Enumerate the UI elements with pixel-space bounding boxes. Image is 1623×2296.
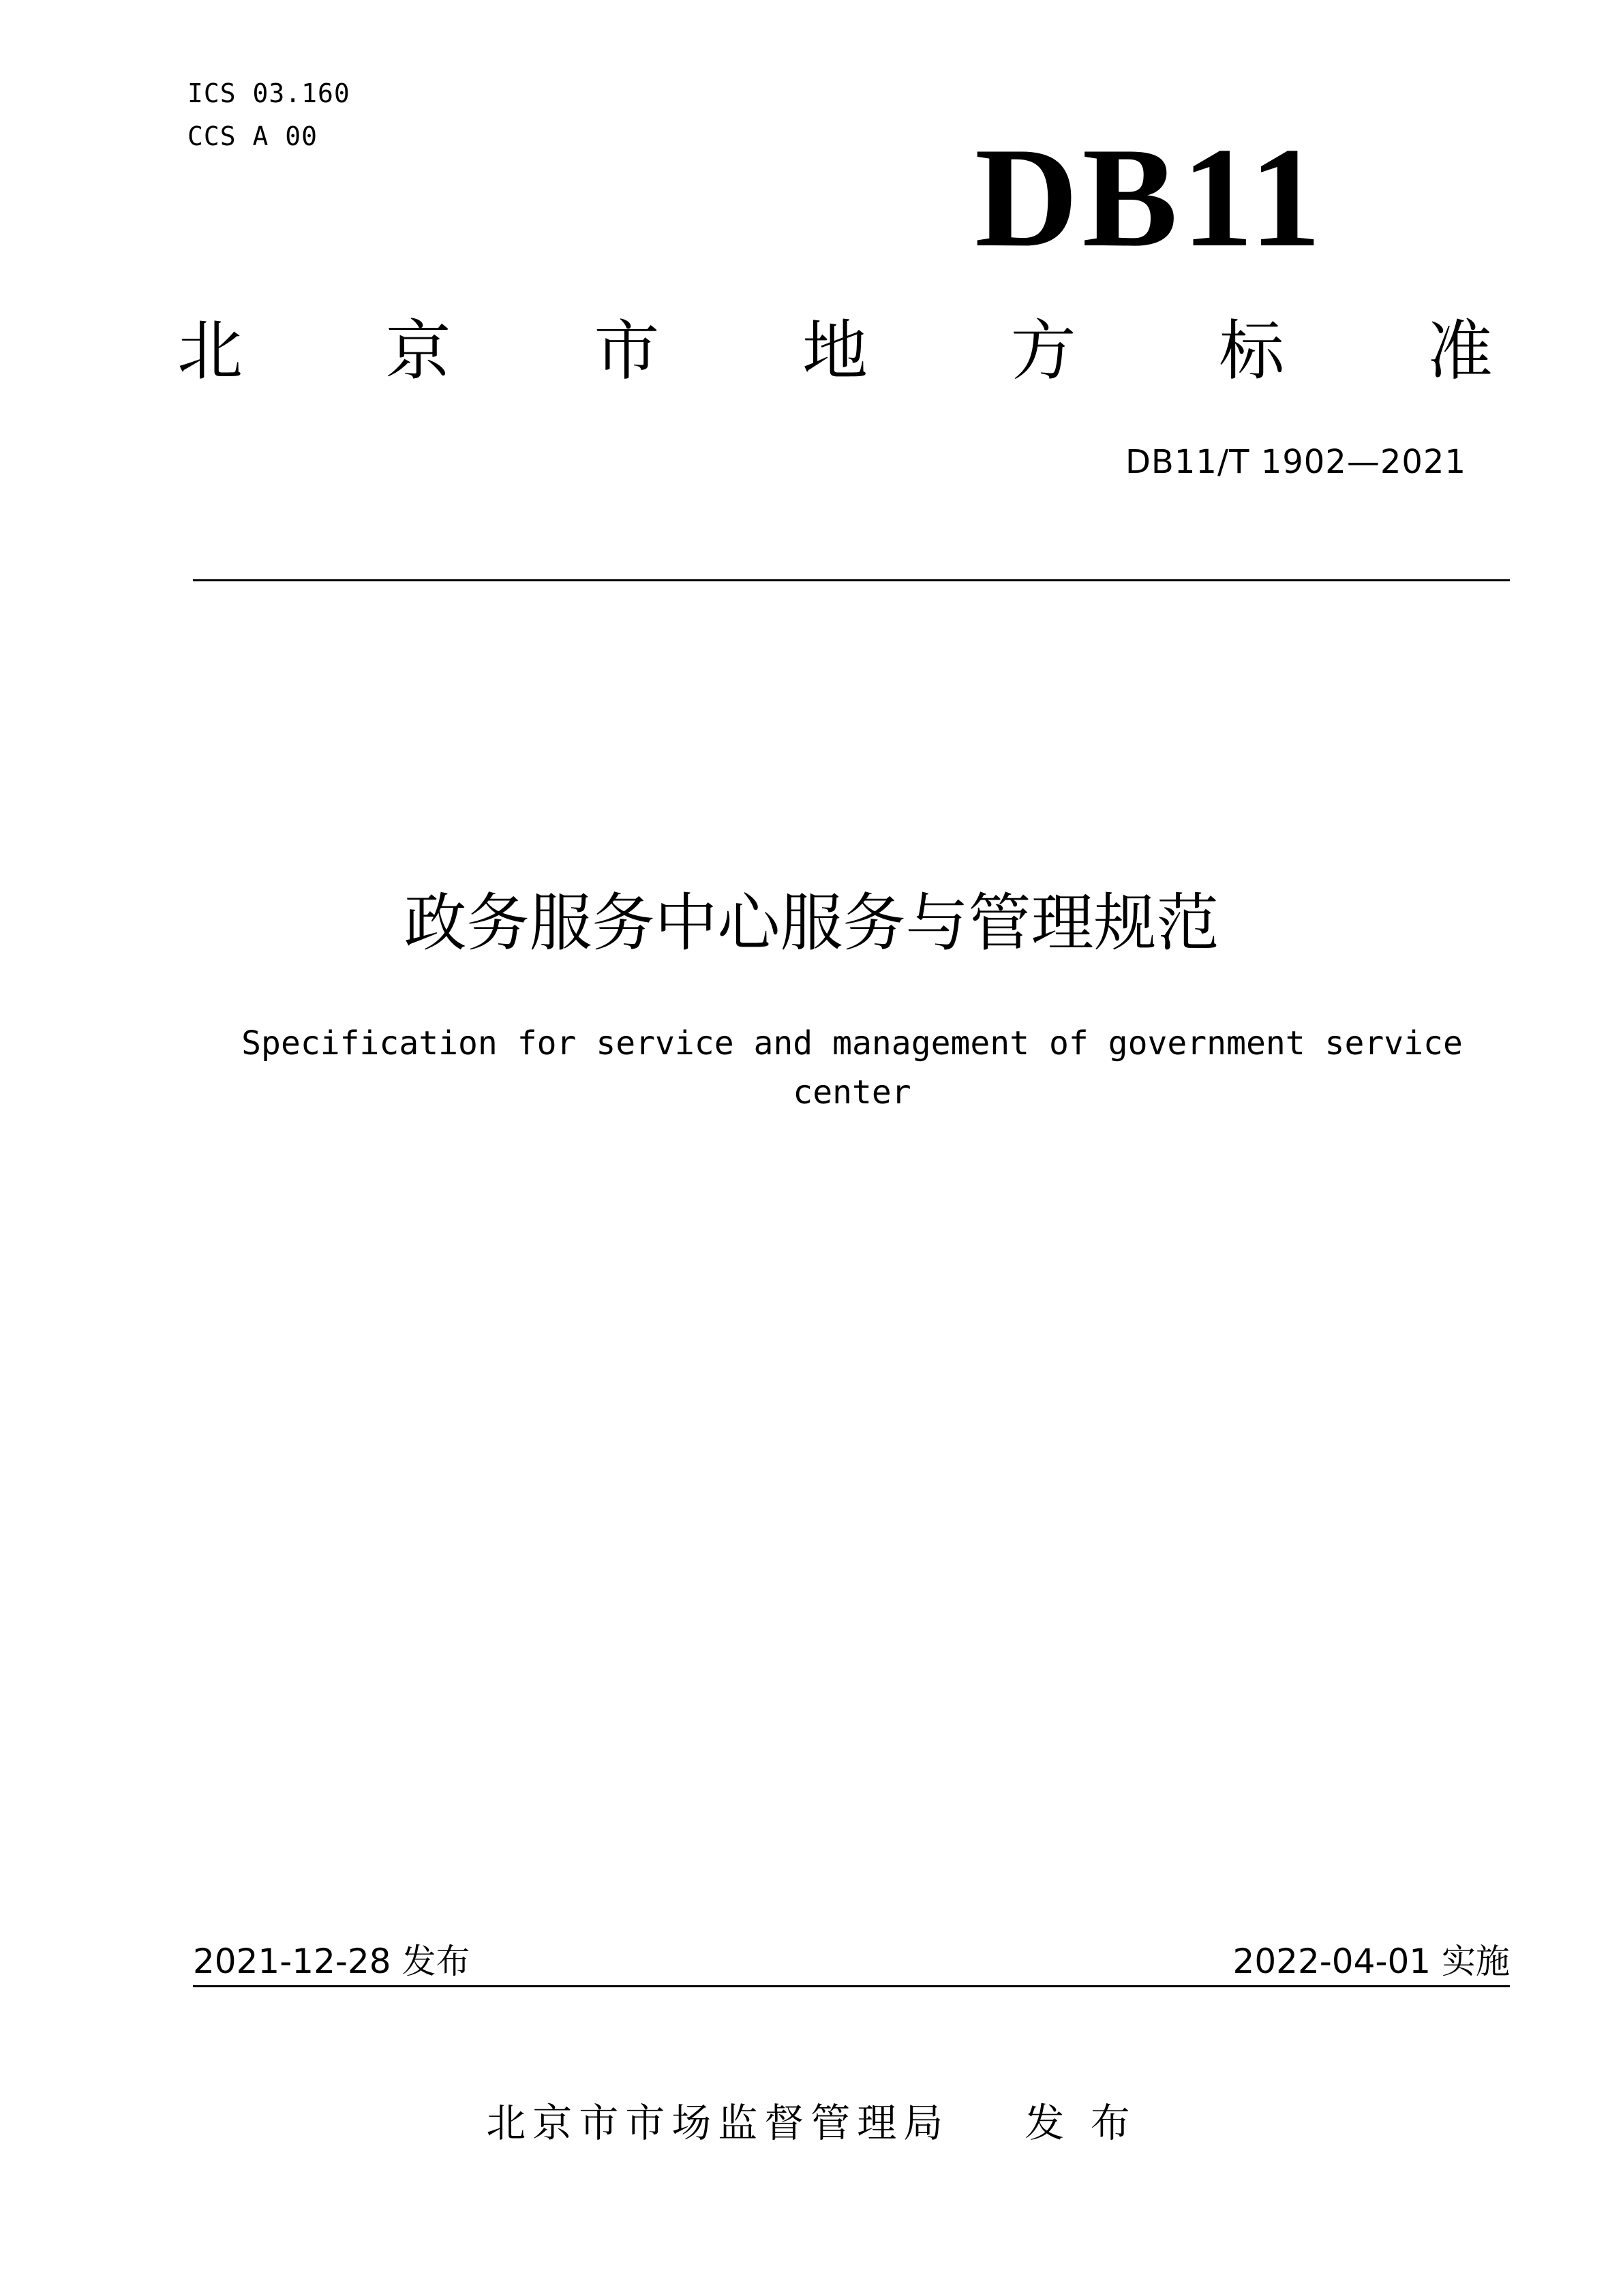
standard-number: DB11/T 1902—2021: [1125, 443, 1466, 481]
standard-type-heading: [177, 313, 1493, 388]
title-english: Specification for service and management of government service center: [241, 1024, 1463, 1112]
standard-type-char: 京: [385, 313, 451, 389]
issuer-line: [0, 2091, 1623, 2148]
standard-type-char: 地: [802, 313, 868, 389]
standard-type-char: 北: [177, 313, 243, 389]
bottom-divider: [193, 1985, 1510, 1987]
issuer-name: 北京市市场监督管理局: [486, 2100, 950, 2146]
top-divider: [193, 579, 1510, 581]
ccs-code: CCS A 00: [187, 121, 318, 151]
standard-type-char: 市: [594, 313, 660, 389]
issue-date: 2021-12-28 发布: [193, 1942, 470, 1981]
standard-type-char: 方: [1010, 313, 1076, 389]
issuer-action: 发 布: [1025, 2100, 1137, 2146]
db11-logo: DB11: [975, 119, 1326, 277]
standard-type-char: 准: [1427, 313, 1493, 389]
standard-type-char: 标: [1219, 313, 1285, 389]
ics-code: ICS 03.160: [187, 78, 350, 108]
title-chinese: 政务服务中心服务与管理规范: [404, 887, 1219, 960]
implementation-date: 2022-04-01 实施: [1232, 1942, 1510, 1981]
